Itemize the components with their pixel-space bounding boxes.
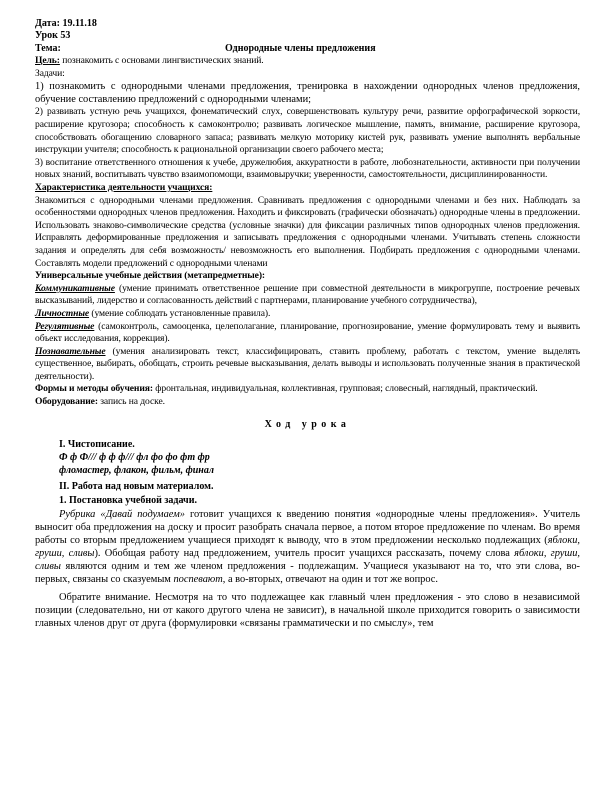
uud-cognitive: Познавательные (умения анализировать текст, классифицировать, ставить проблему, работать с текстом, умение выделять существенное, выбирать, обобщать, строить речевые высказывания, делать выводы и использовать полученные знания в практической деятельности). bbox=[35, 345, 580, 382]
lesson-date: Дата: 19.11.18 bbox=[35, 18, 97, 29]
topic-title: Однородные члены предложения bbox=[225, 42, 376, 54]
paragraph-lets-think: Рубрика «Давай подумаем» готовит учащихся к введению понятия «однородные члены предложения». Учитель выносит оба предложения на доску и просит разобрать сначала первое, а потом второе предложение по членам. Во время работы со вторым предложением учащиеся приходят к выводу, что в этом предложении несколько подлежащих (яблоки, груши, сливы). Обобщая работу над предложением, учитель просит учащихся рассказать, почему слова яблоки, груши, сливы являются одним и тем же членом предложения - подлежащим. Учащиеся указывают на то, что эти слова, во-первых, связаны со сказуемым поспевают, а во-вторых, отвечают на один и тот же вопрос. bbox=[35, 508, 581, 586]
task-2: 2) развивать устную речь учащихся, фонематический слух, совершенствовать культуру речи, развитие орфографической зоркости, расширение кругозора; способность к самоконтролю; развивать логическое мышление, память, внимание, расширение кругозора, способствовать обогащению словарного запаса; развивать мелкую моторику кистей рук, развивать умение выполнять вербальные инструкции учителя; способность к рациональной организации своего рабочего места; bbox=[35, 106, 580, 156]
lesson-progress-title: Ход урока bbox=[264, 418, 351, 430]
lesson-plan-page bbox=[35, 18, 580, 631]
lesson-number: Урок 53 bbox=[35, 30, 71, 42]
section-calligraphy: I. Чистописание. bbox=[59, 438, 135, 450]
goal-text: познакомить с основами лингвистических знаний. bbox=[62, 55, 264, 67]
topic-label: Тема: bbox=[35, 42, 61, 54]
section-new-material: II. Работа над новым материалом. bbox=[59, 480, 214, 492]
uud-personal: Личностные (умение соблюдать установленные правила). bbox=[35, 307, 271, 319]
goal-line bbox=[35, 55, 580, 68]
paragraph-attention: Обратите внимание. Несмотря на то что подлежащее как главный член предложения - это слово в независимой позиции (следовательно, ни от какого другого члена не зависит), в начальной школе приходится говорить о зависимости главных членов друг от друга (формулировки «связаны грамматически и по смыслу», тем bbox=[35, 592, 580, 630]
uud-regulative: Регулятивные (самоконтроль, самооценка, целеполагание, планирование, прогнозирование, умение формулировать тему и выявить объект исследования, коррекция). bbox=[35, 320, 580, 345]
task-1: 1) познакомить с однородными членами предложения, тренировка в нахождении однородных членов предложения, обучение составлению предложений с однородными членами; bbox=[35, 81, 580, 106]
goals-block bbox=[35, 55, 580, 80]
calligraphy-letters: Ф ф Ф/// ф ф ф/// фл фо фо фт фр bbox=[59, 451, 210, 463]
subsection-learning-task: 1. Постановка учебной задачи. bbox=[59, 494, 197, 506]
calligraphy-words: фломастер, флакон, фильм, финал bbox=[59, 464, 214, 476]
tasks-label: Задачи: bbox=[35, 67, 65, 79]
activity-label: Характеристика деятельности учащихся: bbox=[35, 181, 213, 193]
equipment-line: Оборудование: запись на доске. bbox=[35, 396, 165, 408]
activity-text: Знакомиться с однородными членами предложения. Сравнивать предложения с однородными членами и без них. Наблюдать за особенностями однородных членов предложения. Находить и фиксировать (графически обозначать) однородные члены в предложении. Использовать знаково-символические средства (условные значки) для фиксации различных типов однородных членов предложения. Исправлять деформированные предложения и записывать предложения с однородными членами. Учитывать степень сложности задания и определять для себя возможность/ невозможность его выполнения. Подбирать предложения с однородными членами. Составлять модели предложений с однородными членами bbox=[35, 194, 580, 269]
tasks-dense-block bbox=[35, 106, 580, 408]
topic-row bbox=[35, 43, 580, 55]
goal-label: Цель: bbox=[35, 55, 60, 67]
task-3: 3) воспитание ответственного отношения к учебе, дружелюбия, аккуратности в работе, любознательности, активности при получении новых знаний, воспитывать чувство взаимопомощи, взаимовыручки; уверенности, самостоятельности, дисциплинированности. bbox=[35, 156, 580, 181]
forms-line: Формы и методы обучения: фронтальная, индивидуальная, коллективная, групповая; словесный, наглядный, практический. bbox=[35, 383, 538, 395]
uud-label: Универсальные учебные действия (метапредметные): bbox=[35, 270, 266, 282]
uud-communicative: Коммуникативные (умение принимать ответственное решение при совместной деятельности в микрогруппе, построение речевых высказываний, лидерство и согласованность действий с партнерами, планирование учебного сотрудничества), bbox=[35, 282, 580, 307]
